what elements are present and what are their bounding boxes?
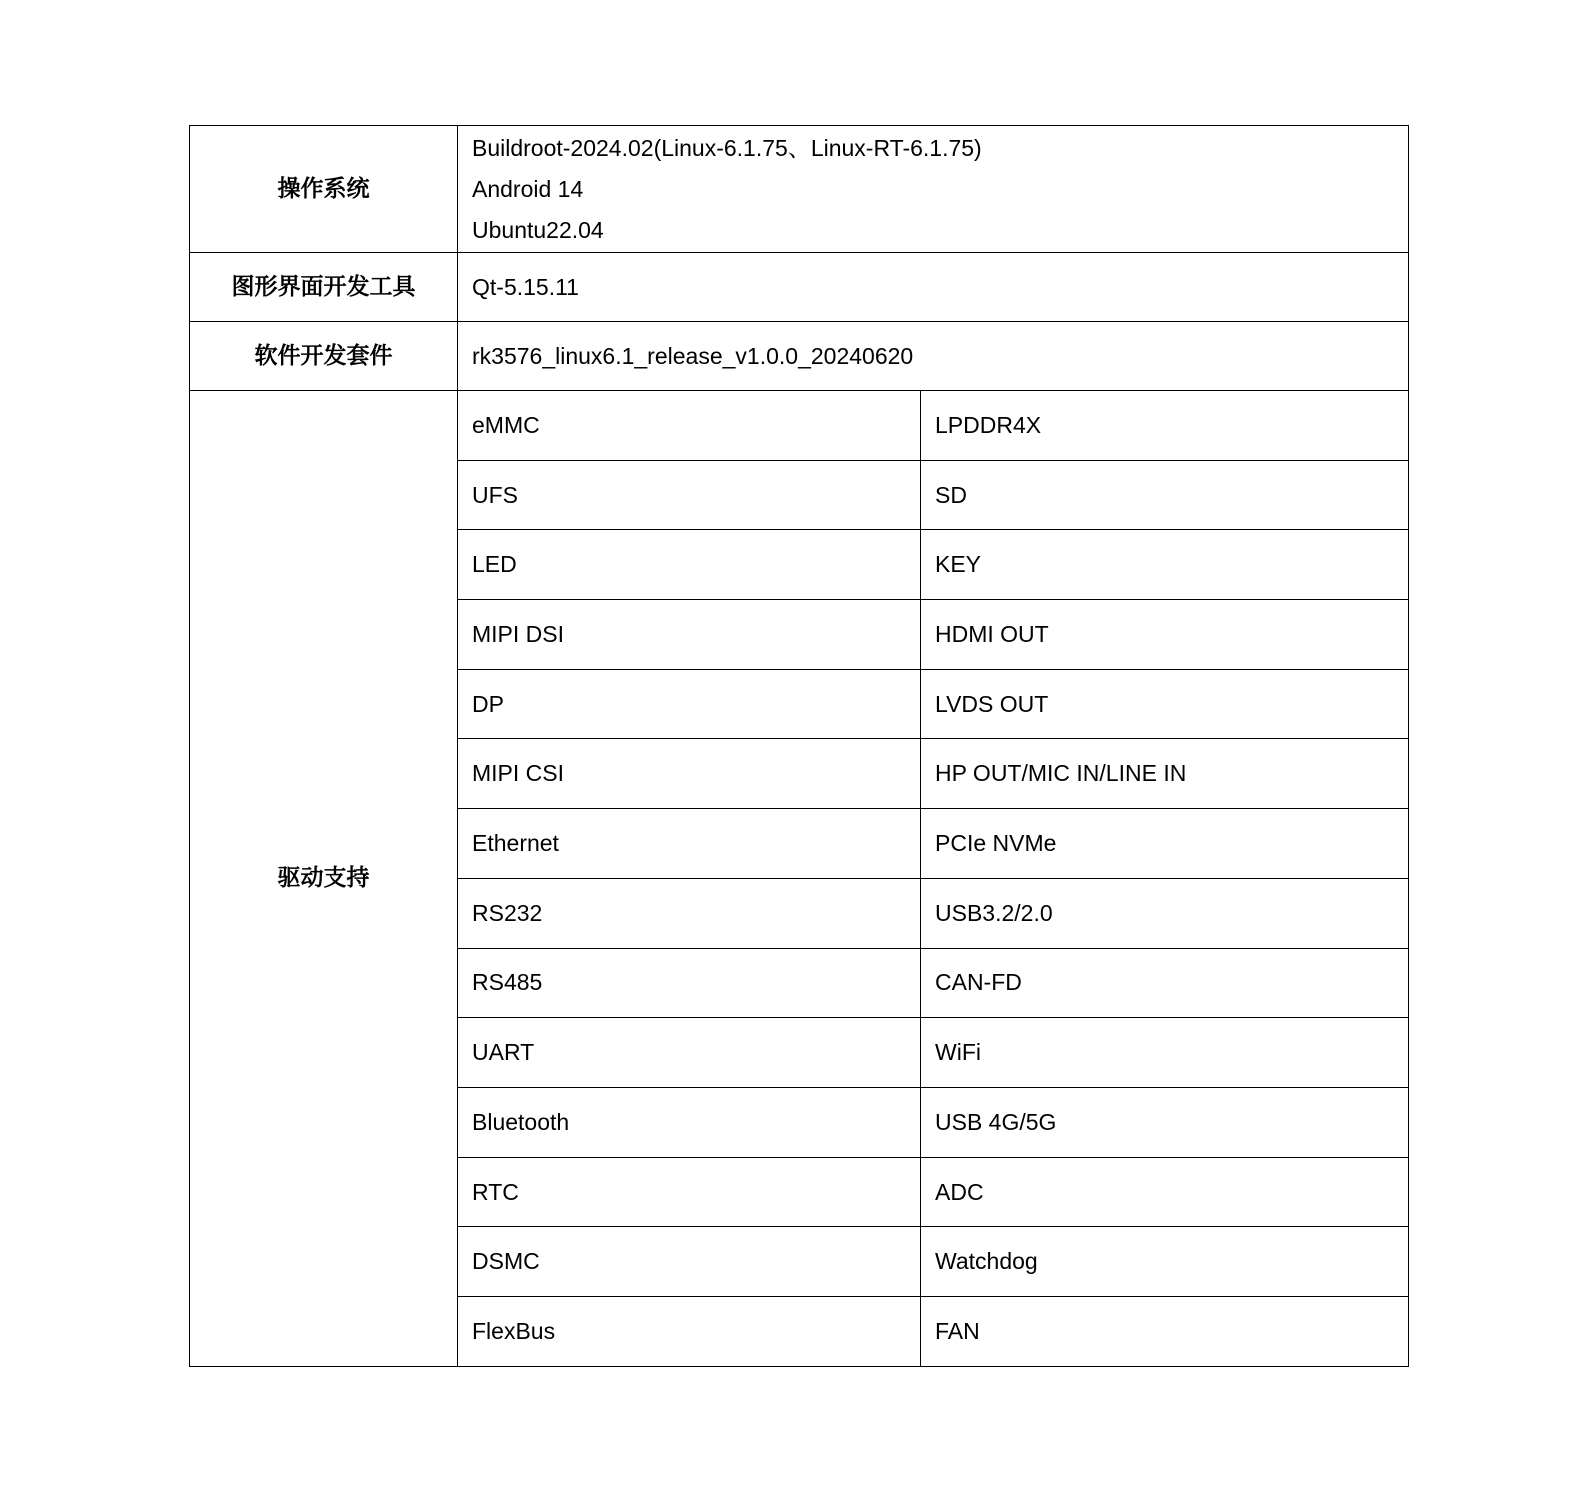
os-value-buildroot: Buildroot-2024.02(Linux-6.1.75、Linux-RT-6.1.75) (472, 134, 982, 161)
os-value-android: Android 14 (472, 175, 584, 202)
sdk-label: 软件开发套件 (190, 322, 458, 391)
driver-cell: HDMI OUT (921, 600, 1409, 670)
driver-cell: LPDDR4X (921, 391, 1409, 461)
driver-cell: ADC (921, 1157, 1409, 1227)
driver-cell: WiFi (921, 1018, 1409, 1088)
drivers-label: 驱动支持 (190, 391, 458, 1367)
driver-cell: LED (458, 530, 921, 600)
driver-cell: RTC (458, 1157, 921, 1227)
driver-cell: HP OUT/MIC IN/LINE IN (921, 739, 1409, 809)
gui-tool-value: Qt-5.15.11 (458, 253, 1409, 322)
driver-cell: DSMC (458, 1227, 921, 1297)
driver-cell: RS485 (458, 948, 921, 1018)
os-values (458, 126, 1409, 253)
driver-cell: PCIe NVMe (921, 809, 1409, 879)
driver-cell: UART (458, 1018, 921, 1088)
spec-table (189, 125, 1409, 1367)
driver-cell: SD (921, 460, 1409, 530)
driver-cell: MIPI CSI (458, 739, 921, 809)
table-row-gui-tool (190, 253, 1409, 322)
driver-cell: FlexBus (458, 1296, 921, 1366)
driver-cell: DP (458, 669, 921, 739)
driver-cell: FAN (921, 1296, 1409, 1366)
driver-row (190, 391, 1409, 461)
driver-cell: MIPI DSI (458, 600, 921, 670)
os-value-ubuntu: Ubuntu22.04 (472, 216, 604, 243)
driver-cell: eMMC (458, 391, 921, 461)
driver-cell: Watchdog (921, 1227, 1409, 1297)
driver-cell: CAN-FD (921, 948, 1409, 1018)
driver-cell: USB3.2/2.0 (921, 878, 1409, 948)
driver-cell: USB 4G/5G (921, 1087, 1409, 1157)
driver-cell: Ethernet (458, 809, 921, 879)
table-row-sdk (190, 322, 1409, 391)
driver-cell: LVDS OUT (921, 669, 1409, 739)
os-label: 操作系统 (190, 126, 458, 253)
driver-cell: RS232 (458, 878, 921, 948)
driver-cell: UFS (458, 460, 921, 530)
gui-tool-label: 图形界面开发工具 (190, 253, 458, 322)
table-row-os (190, 126, 1409, 253)
driver-cell: Bluetooth (458, 1087, 921, 1157)
driver-cell: KEY (921, 530, 1409, 600)
sdk-value: rk3576_linux6.1_release_v1.0.0_20240620 (458, 322, 1409, 391)
